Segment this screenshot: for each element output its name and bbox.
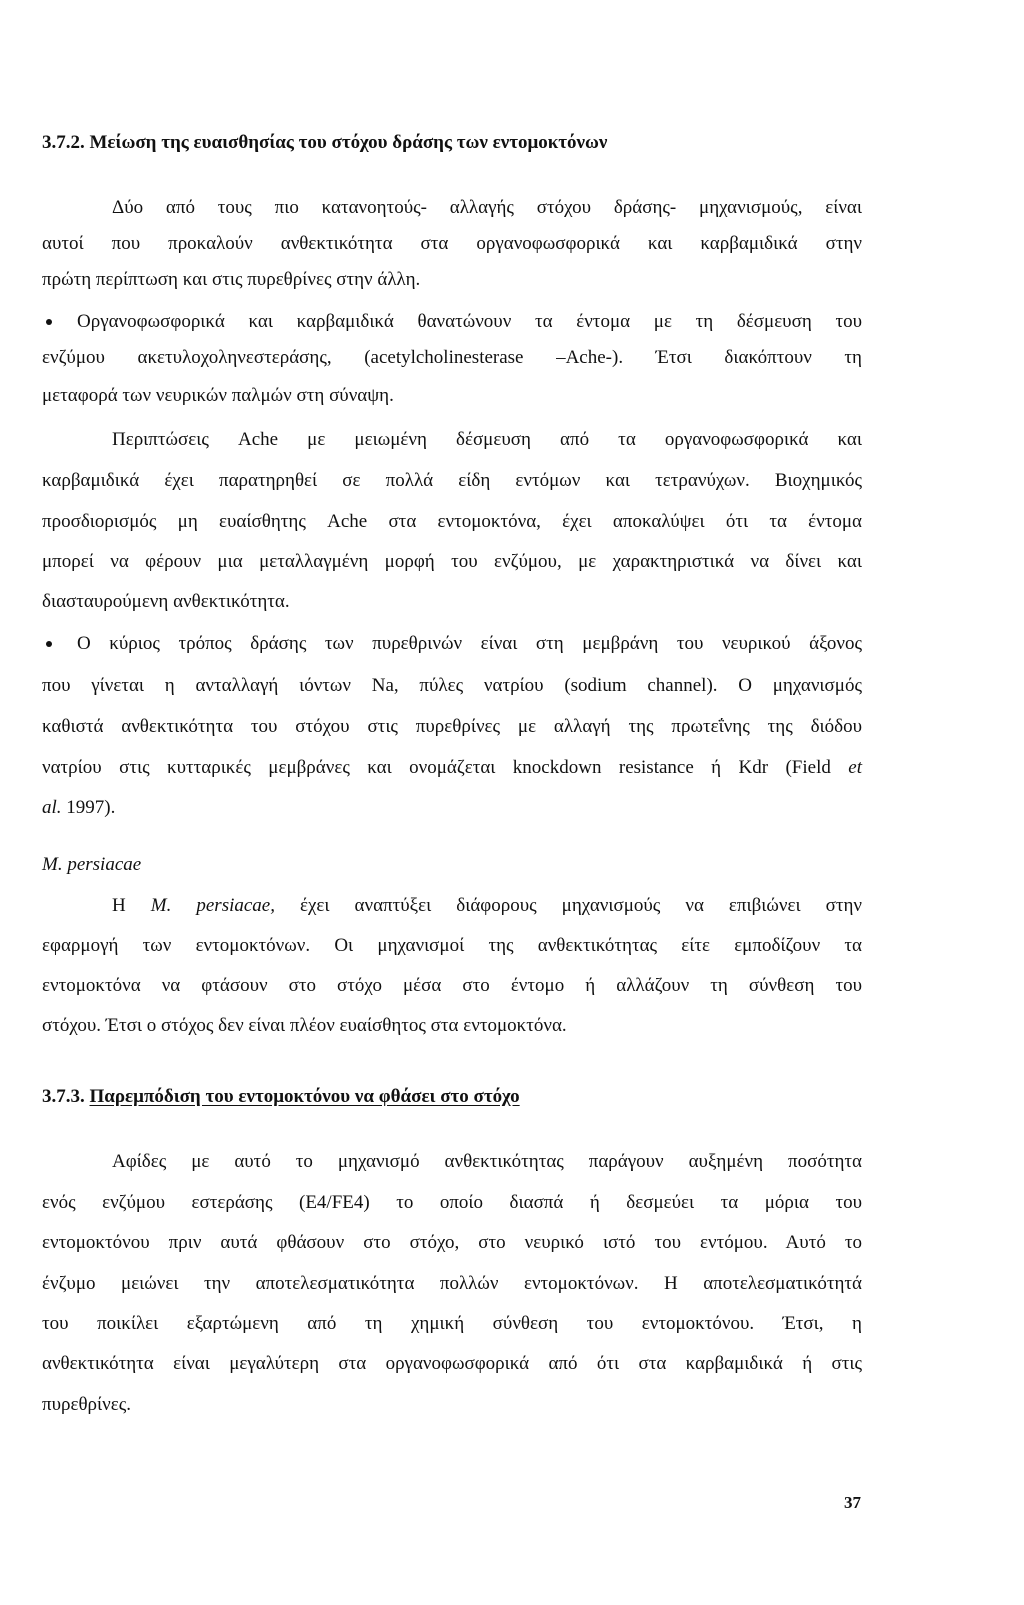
paragraph-line: ενός ενζύμου εστεράσης (E4/FE4) το οποίο διασπά ή δεσμεύει τα μόρια του xyxy=(42,1192,862,1213)
page-number: 37 xyxy=(844,1493,861,1512)
bullet-line: Ο κύριος τρόπος δράσης των πυρεθρινών είναι στη μεμβράνη του νευρικού άξονος xyxy=(77,633,862,654)
paragraph-line: στόχου. Έτσι ο στόχος δεν είναι πλέον ευαίσθητος στα εντομοκτόνα. xyxy=(42,1015,567,1036)
paragraph-line: ένζυμο μειώνει την αποτελεσματικότητα πολλών εντομοκτόνων. Η αποτελεσματικότητά xyxy=(42,1273,862,1294)
citation-year: 1997). xyxy=(66,797,116,818)
paragraph-line: προσδιορισμός μη ευαίσθητης Ache στα εντομοκτόνα, έχει αποκαλύψει ότι τα έντομα xyxy=(42,511,862,532)
paragraph-line: πυρεθρίνες. xyxy=(42,1394,131,1415)
bullet-line xyxy=(42,756,862,780)
paragraph-line: εφαρμογή των εντομοκτόνων. Οι μηχανισμοί της ανθεκτικότητας είτε εμποδίζουν τα xyxy=(42,935,862,956)
paragraph-text: Η xyxy=(112,895,126,916)
paragraph-line: μπορεί να φέρουν μια μεταλλαγμένη μορφή του ενζύμου, με χαρακτηριστικά να δίνει και xyxy=(42,551,862,572)
paragraph-line: διασταυρούμενη ανθεκτικότητα. xyxy=(42,591,290,612)
citation-et: et xyxy=(848,757,862,778)
section-title: Μείωση της ευαισθησίας του στόχου δράσης των εντομοκτόνων xyxy=(89,132,608,153)
paragraph-line: αυτοί που προκαλούν ανθεκτικότητα στα οργανοφωσφορικά και καρβαμιδικά στην xyxy=(42,233,862,254)
section-heading-3-7-2 xyxy=(42,132,607,154)
paragraph-line: Δύο από τους πιο κατανοητούς- αλλαγής στόχου δράσης- μηχανισμούς, είναι xyxy=(112,197,862,218)
section-number: 3.7.2. xyxy=(42,132,85,153)
bullet-line-text: νατρίου στις κυτταρικές μεμβράνες και ονομάζεται knockdown resistance ή Kdr (Field xyxy=(42,757,831,778)
species-subheading-text: M. persiacae xyxy=(42,854,142,875)
bullet-line: καθιστά ανθεκτικότητα του στόχου στις πυρεθρίνες με αλλαγή της πρωτεΐνης της διόδου xyxy=(42,716,862,737)
section-title: Παρεμπόδιση του εντομοκτόνου να φθάσει στο στόχο xyxy=(89,1086,520,1107)
bullet-icon xyxy=(46,319,52,325)
bullet-line: μεταφορά των νευρικών παλμών στη σύναψη. xyxy=(42,385,394,406)
paragraph-line: Περιπτώσεις Ache με μειωμένη δέσμευση από τα οργανοφωσφορικά και xyxy=(112,429,862,450)
bullet-icon xyxy=(46,641,52,647)
paragraph-line: εντομοκτόνου πριν αυτά φθάσουν στο στόχο, στο νευρικό ιστό του εντόμου. Αυτό το xyxy=(42,1232,862,1253)
paragraph-line xyxy=(112,894,862,918)
citation-al: al. xyxy=(42,797,62,818)
paragraph-text: έχει αναπτύξει διάφορους μηχανισμούς να επιβιώνει στην xyxy=(300,895,863,916)
section-heading-3-7-3 xyxy=(42,1086,520,1108)
paragraph-line: πρώτη περίπτωση και στις πυρεθρίνες στην άλλη. xyxy=(42,269,421,290)
bullet-line xyxy=(42,796,115,820)
bullet-line: ενζύμου ακετυλοχοληνεστεράσης, (acetylcholinesterase –Ache-). Έτσι διακόπτουν τη xyxy=(42,347,862,368)
section-number: 3.7.3. xyxy=(42,1086,85,1107)
species-subheading xyxy=(42,853,141,877)
paragraph-line: εντομοκτόνα να φτάσουν στο στόχο μέσα στο έντομο ή αλλάζουν τη σύνθεση του xyxy=(42,975,862,996)
species-name: M. persiacae, xyxy=(150,895,275,916)
paragraph-line: του ποικίλει εξαρτώμενη από τη χημική σύνθεση του εντομοκτόνου. Έτσι, η xyxy=(42,1313,862,1334)
bullet-line: που γίνεται η ανταλλαγή ιόντων Na, πύλες νατρίου (sodium channel). Ο μηχανισμός xyxy=(42,675,862,696)
paragraph-line: Αφίδες με αυτό το μηχανισμό ανθεκτικότητας παράγουν αυξημένη ποσότητα xyxy=(112,1151,862,1172)
bullet-line: Οργανοφωσφορικά και καρβαμιδικά θανατώνουν τα έντομα με τη δέσμευση του xyxy=(77,311,862,332)
paragraph-line: καρβαμιδικά έχει παρατηρηθεί σε πολλά είδη εντόμων και τετρανύχων. Βιοχημικός xyxy=(42,470,862,491)
paragraph-line: ανθεκτικότητα είναι μεγαλύτερη στα οργανοφωσφορικά από ότι στα καρβαμιδικά ή στις xyxy=(42,1353,862,1374)
